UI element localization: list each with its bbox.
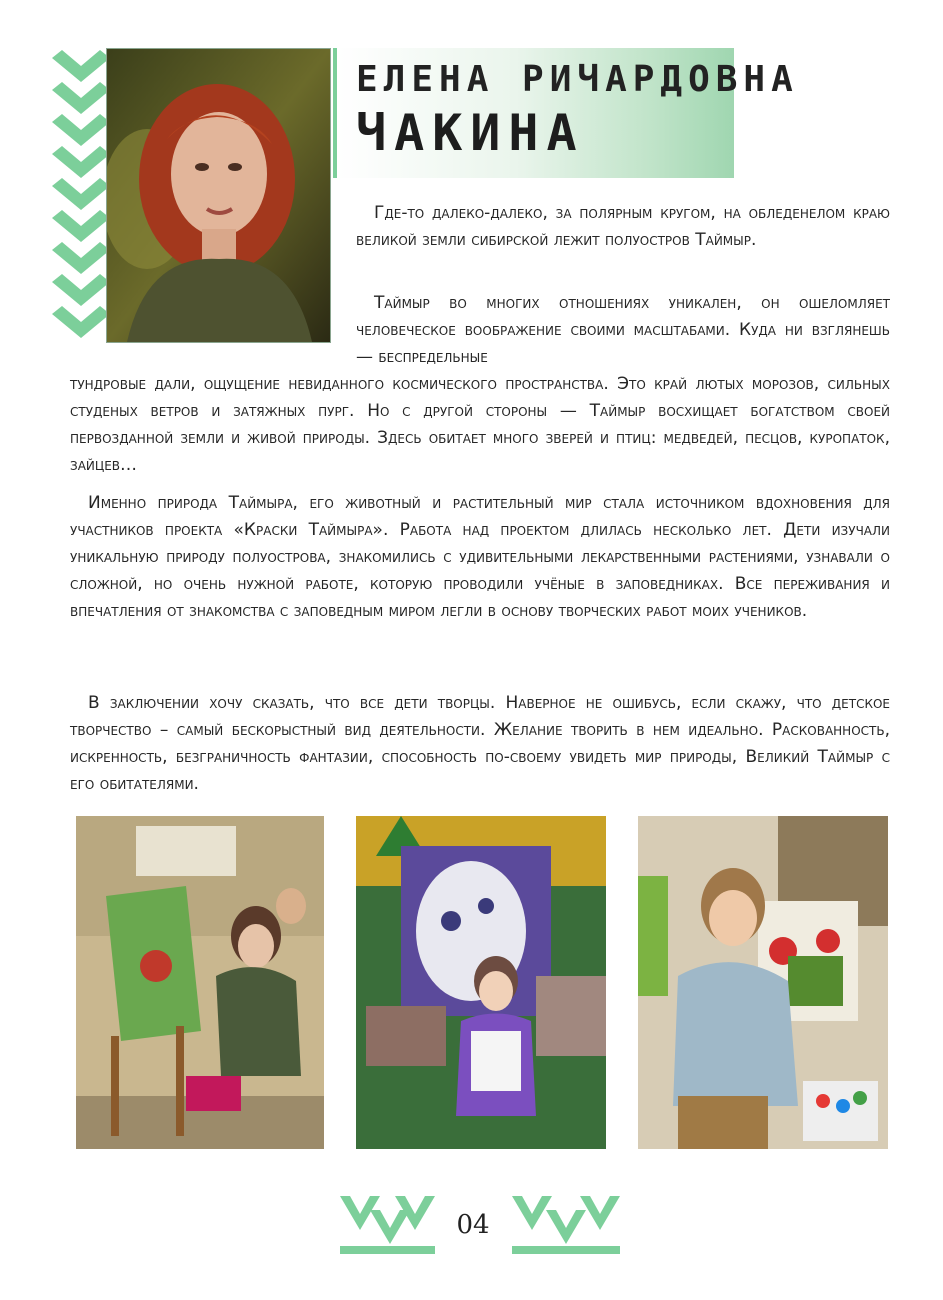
author-portrait	[106, 48, 331, 343]
paragraph-4: В заключении хочу сказать, что все дети творцы. Наверное не ошибусь, если скажу, что детское творчество – самый бескорыстный вид деятельности. Желание творить в нем идеально. Раскованность, искренность, безграничность фантазии, способность по-своему увидеть мир природы, Великий Таймыр с его обитателями.	[70, 693, 890, 794]
photo-girl-painting-easel	[76, 816, 324, 1149]
photo-child-with-painting	[356, 816, 606, 1149]
paragraph-2-top: Таймыр во многих отношениях уникален, он ошеломляет человеческое воображение своими масштабами. Куда ни взглянешь — беспредельные	[356, 293, 890, 367]
footer-ornament-left	[340, 1196, 435, 1256]
page-number: 04	[456, 1210, 490, 1240]
author-surname: ЧАКИНА	[356, 104, 585, 162]
left-ornament	[52, 50, 110, 340]
author-first-names: ЕЛЕНА РИЧАРДОВНА	[356, 59, 799, 100]
paragraph-3: Именно природа Таймыра, его животный и растительный мир стала источником вдохновения для участников проекта «Краски Таймыра». Работа над проектом длилась несколько лет. Дети изучали уникальную природу полуострова, знакомились с удивительными лекарственными растениями, узнавали о сложной, но очень нужной работе, которую проводили учёные в заповедниках. Все переживания и впечатления от знакомства с заповедным миром легли в основу творческих работ моих учеников.	[70, 493, 890, 621]
paragraph-2-rest: тундровые дали, ощущение невиданного космического пространства. Это край лютых морозов, сильных студеных ветров и затяжных пург. Но с другой стороны — Таймыр восхищает богатством своей первозданной земли и живой природы. Здесь обитает много зверей и птиц: медведей, песцов, куропаток, зайцев…	[70, 374, 890, 475]
footer-ornament-right	[512, 1196, 620, 1256]
paragraph-1: Где-то далеко-далеко, за полярным кругом, на обледенелом краю великой земли сибирской лежит полуостров Таймыр.	[356, 203, 890, 250]
photo-teen-girl-painting	[638, 816, 888, 1149]
